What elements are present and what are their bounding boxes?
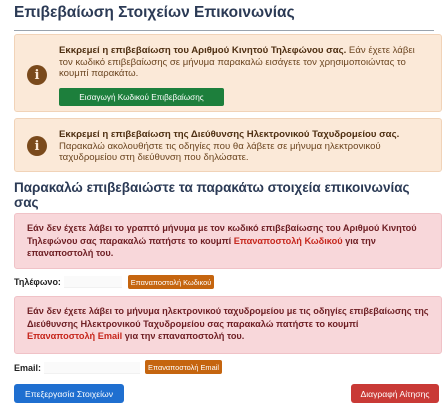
- info-icon: i: [27, 136, 47, 156]
- enter-confirmation-code-button[interactable]: Εισαγωγή Κωδικού Επιβεβαίωσης: [59, 88, 224, 106]
- email-notice-text-after: για την επαναποστολή του.: [122, 331, 245, 341]
- email-notice-text: Εάν δεν έχετε λάβει το μήνυμα ηλεκτρονικού ταχυδρομείου με τις οδηγίες επιβεβαίωσης της Διεύθυνσης Ηλεκτρονικού Ταχυδρομείου σας παρακαλώ πατήστε το κουμπί: [27, 306, 429, 329]
- phone-label: Τηλέφωνο:: [14, 277, 61, 287]
- phone-value-redacted: [64, 276, 122, 288]
- info-icon: i: [27, 65, 47, 85]
- email-pending-body: Παρακαλώ ακολουθήστε τις οδηγίες που θα λάβετε σε μήνυμα ηλεκτρονικού ταχυδρομείου στη διεύθυνση που δηλώσατε.: [59, 140, 381, 163]
- section-title: Παρακαλώ επιβεβαιώστε τα παρακάτω στοιχεία επικοινωνίας σας: [14, 180, 434, 220]
- phone-pending-text: [59, 45, 431, 80]
- sms-notice-highlight: Επαναποστολή Κωδικού: [233, 235, 343, 246]
- email-pending-text: [59, 129, 431, 164]
- email-label: Email:: [14, 363, 42, 373]
- page-title: Επιβεβαίωση Στοιχείων Επικοινωνίας: [14, 4, 434, 31]
- resend-code-button[interactable]: Επαναποστολή Κωδικού: [128, 275, 214, 289]
- email-resend-notice: [14, 296, 442, 354]
- email-value-redacted: [44, 362, 140, 374]
- phone-pending-alert: [14, 34, 442, 112]
- email-pending-alert: [14, 118, 442, 172]
- edit-details-button[interactable]: Επεξεργασία Στοιχείων: [14, 384, 124, 403]
- delete-application-button[interactable]: Διαγραφή Αίτησης: [351, 384, 439, 403]
- sms-notice-text-after: για την επαναποστολή του.: [27, 235, 376, 258]
- phone-pending-bold: Εκκρεμεί η επιβεβαίωση του Αριθμού Κινητού Τηλεφώνου σας.: [59, 45, 347, 56]
- sms-notice-text: Εάν δεν έχετε λάβει το γραπτό μήνυμα με τον κωδικό επιβεβαίωσης του Αριθμού Κινητού Τηλεφώνου σας παρακαλώ πατήστε το κουμπί: [27, 223, 417, 246]
- sms-resend-notice: [14, 213, 442, 269]
- email-notice-highlight: Επαναποστολή Email: [27, 331, 123, 341]
- resend-email-button[interactable]: Επαναποστολή Email: [145, 360, 222, 374]
- phone-pending-body: Εάν έχετε λάβει τον κωδικό επιβεβαίωσης σε μήνυμα παρακαλώ εισάγετε τον χρησιμοποιώντας το κουμπί παρακάτω.: [59, 45, 415, 79]
- email-pending-bold: Εκκρεμεί η επιβεβαίωση της Διεύθυνσης Ηλεκτρονικού Ταχυδρομείου σας.: [59, 129, 400, 140]
